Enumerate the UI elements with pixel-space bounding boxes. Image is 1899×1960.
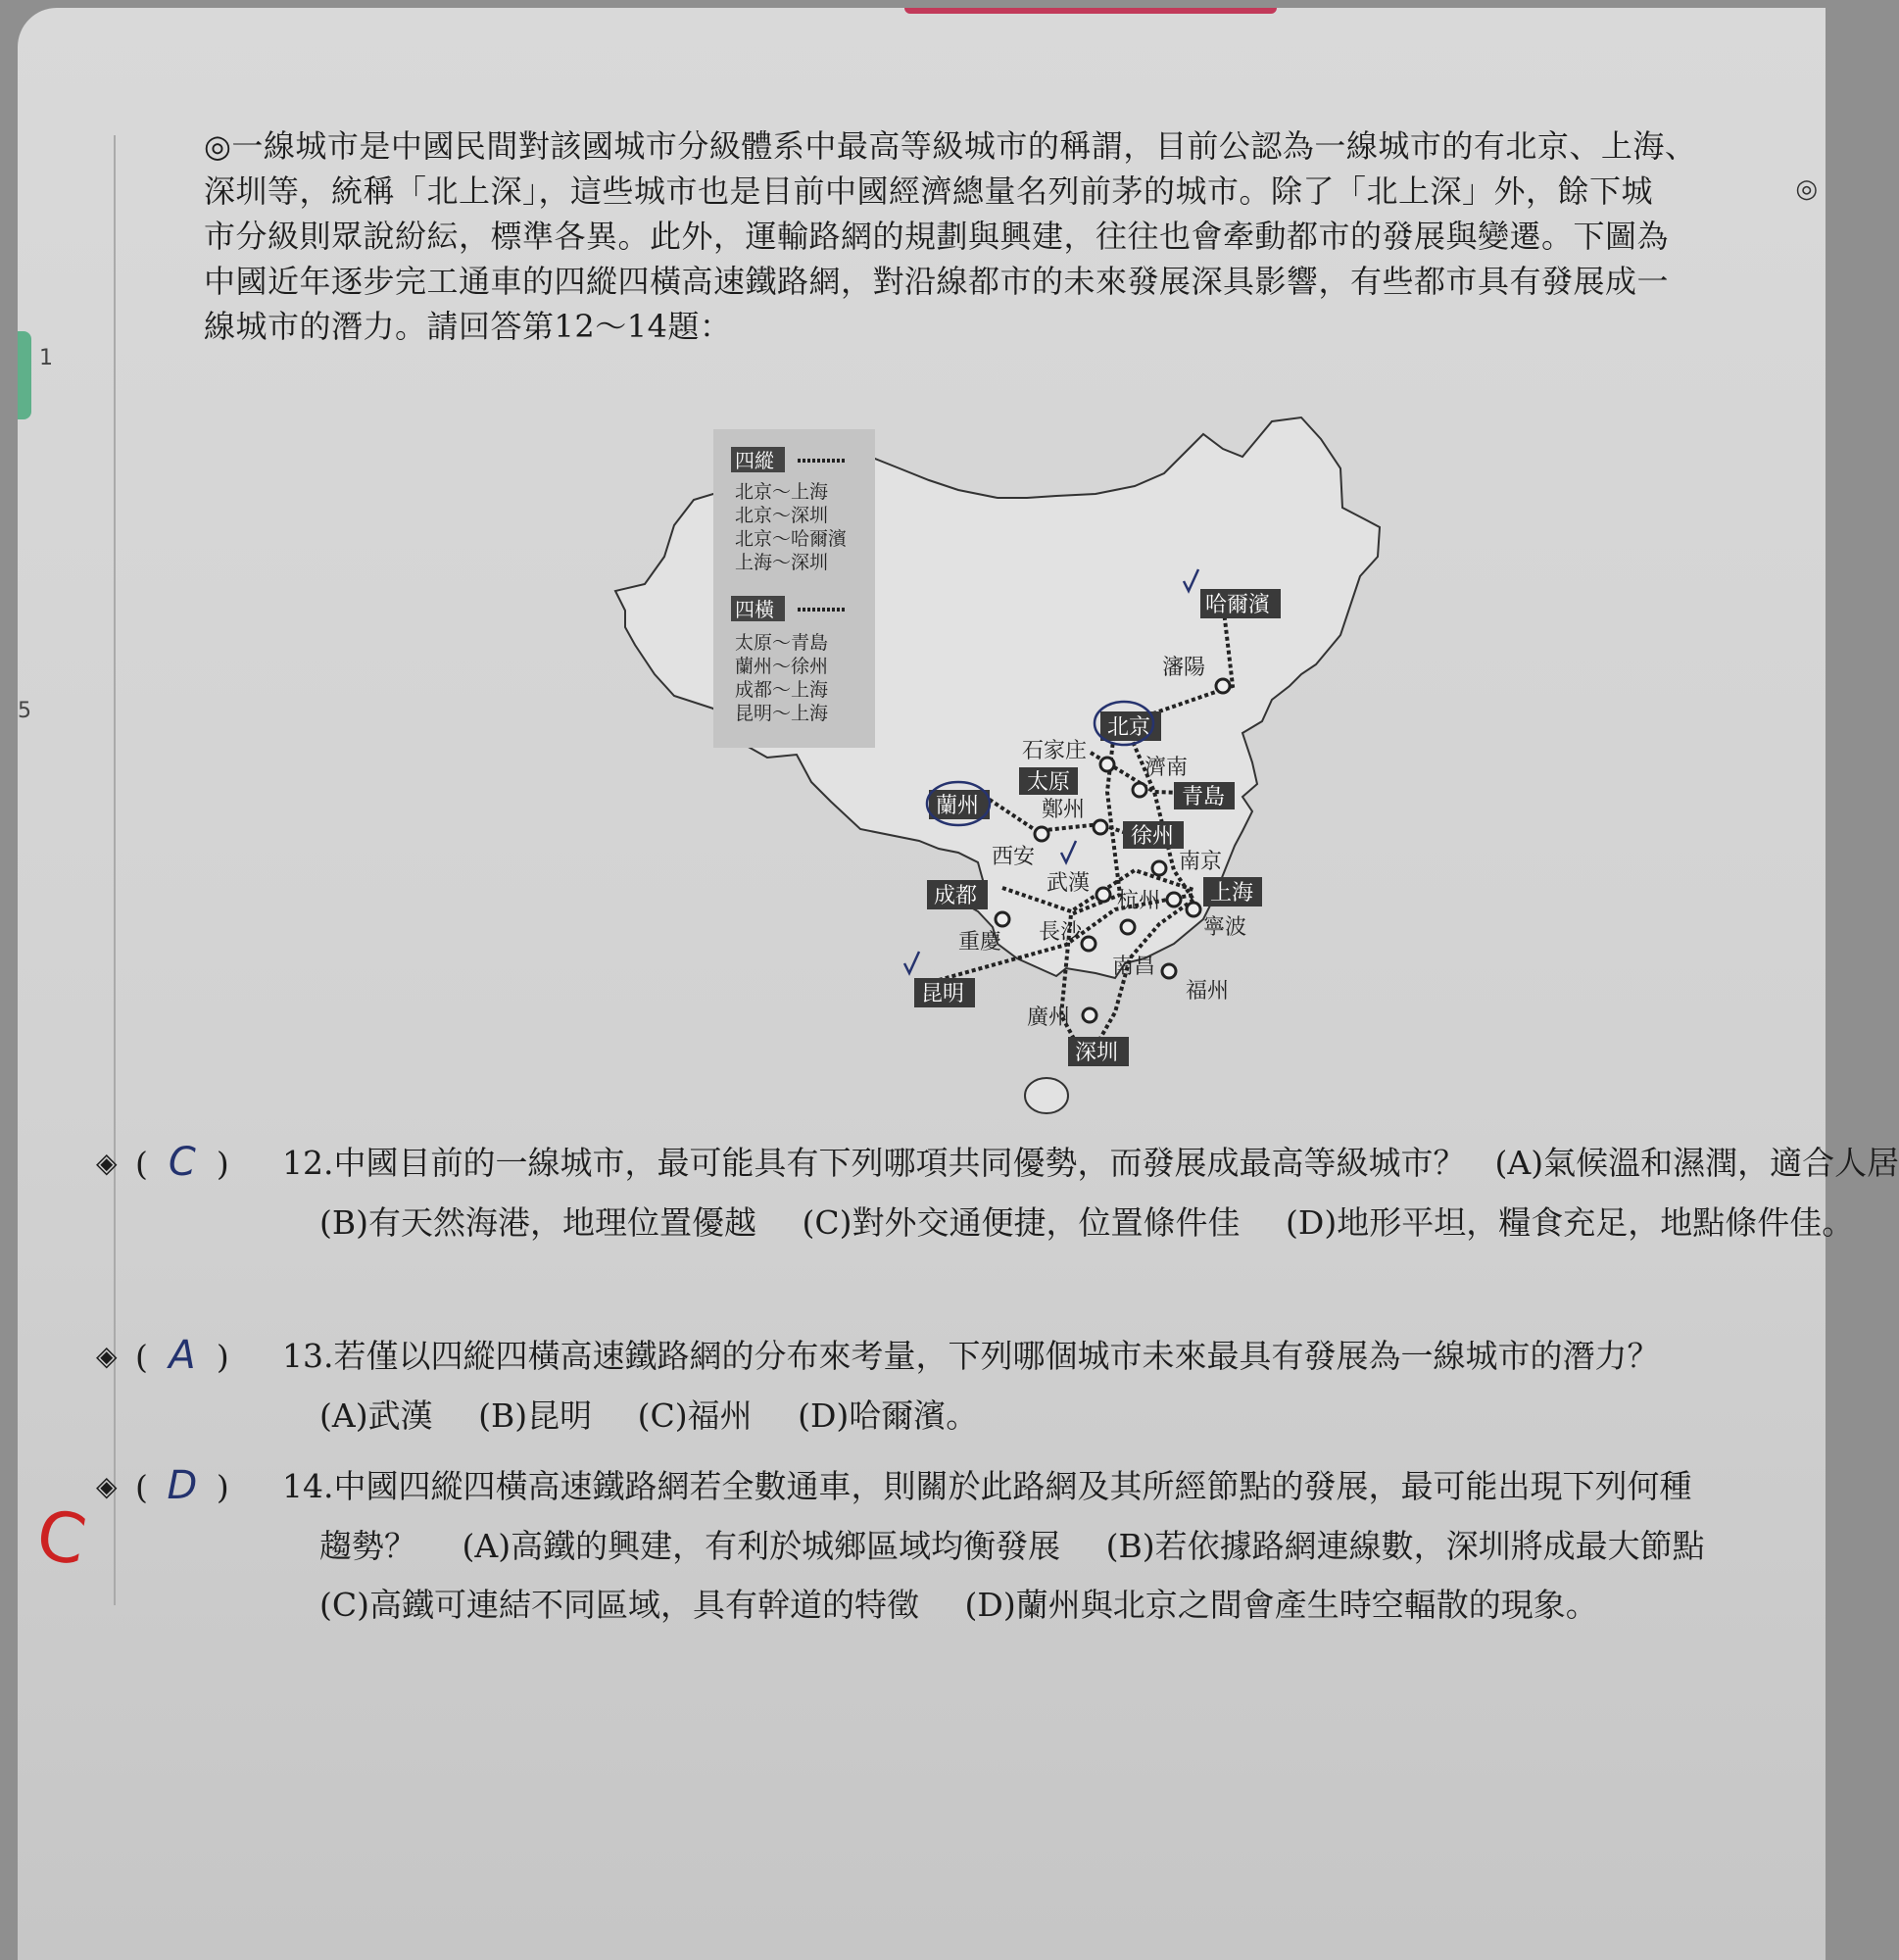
map-legend: [713, 429, 875, 748]
legend-heng-title: 四橫: [735, 598, 774, 621]
option-d: (D)哈爾濱。: [798, 1396, 979, 1435]
question-12: [96, 1133, 1899, 1252]
handwritten-answer: D: [167, 1463, 198, 1508]
question-13: [96, 1326, 1659, 1446]
question-stem: 若僅以四縱四橫高速鐵路網的分布來考量，下列哪個城市未來最具有發展為一線城市的潛力？: [333, 1337, 1660, 1375]
city-label-lanzhou: 蘭州: [936, 794, 980, 818]
intro-passage: [204, 123, 1732, 349]
intro-line: 深圳等，統稱「北上深」，這些城市也是目前中國經濟總量名列前茅的城市。除了「北上深」外，餘下城: [204, 172, 1654, 210]
question-stem: 中國目前的一線城市，最可能具有下列哪項共同優勢，而發展成最高等級城市？: [333, 1144, 1466, 1182]
city-label-hangzhou: 杭州: [1117, 889, 1161, 913]
option-b: (B)昆明: [478, 1396, 593, 1435]
city-label-shenyang: 瀋陽: [1162, 656, 1206, 680]
margin-line-number: 1: [39, 346, 53, 370]
answer-blank[interactable]: ( C ): [135, 1133, 282, 1194]
city-label-nanjing: 南京: [1179, 850, 1223, 874]
city-label-taiyuan: 太原: [1027, 770, 1071, 795]
legend-item: 北京～上海: [735, 481, 829, 503]
option-d: (D)蘭州與北京之間會產生時空輻散的現象。: [964, 1586, 1598, 1624]
intro-line: ◎一線城市是中國民間對該國城市分級體系中最高等級城市的稱謂，目前公認為一線城市的有北京、上海、: [204, 127, 1697, 165]
intro-line: 線城市的潛力。請回答第12～14題：: [204, 308, 732, 345]
legend-item: 昆明～上海: [735, 703, 829, 724]
page-tab: [904, 8, 1277, 14]
next-page-symbol: ◎: [1795, 174, 1818, 204]
legend-zong-title: 四縱: [735, 449, 774, 472]
margin-line-number: 5: [18, 699, 31, 723]
city-label-guangzhou: 廣州: [1027, 1005, 1071, 1030]
city-label-zhengzhou: 鄭州: [1042, 798, 1086, 822]
city-label-qingdao: 青島: [1182, 785, 1226, 809]
city-label-fuzhou: 福州: [1186, 979, 1230, 1004]
handwritten-red-mark: C: [30, 1494, 92, 1582]
page-edge-tab: [18, 331, 31, 419]
city-label-kunming: 昆明: [921, 982, 965, 1006]
city-label-chongqing: 重慶: [958, 930, 1002, 955]
option-a: (A)氣候溫和濕潤，適合人居: [1494, 1144, 1899, 1182]
city-label-jinan: 濟南: [1144, 756, 1189, 780]
city-label-nanchang: 南昌: [1112, 955, 1156, 979]
intro-line: 市分級則眾說紛紜，標準各異。此外，運輸路網的規劃與興建，往往也會牽動都市的發展與變遷。下圖為: [204, 218, 1670, 255]
city-label-changsha: 長沙: [1039, 920, 1083, 945]
handwritten-answer: C: [168, 1140, 196, 1185]
question-14: [96, 1456, 1740, 1635]
option-a: (A)武漢: [319, 1396, 433, 1435]
city-label-xian: 西安: [992, 845, 1036, 869]
question-number: 12.: [282, 1144, 334, 1182]
intro-line: 中國近年逐步完工通車的四縱四橫高速鐵路網，對沿線都市的未來發展深具影響，有些都市具有發展成一: [204, 263, 1670, 300]
question-stem: 中國四縱四橫高速鐵路網若全數通車，則關於此路網及其所經節點的發展，最可能出現下列何種: [333, 1467, 1692, 1505]
question-number: 13.: [282, 1337, 334, 1375]
option-c: (C)高鐵可連結不同區域，具有幹道的特徵: [319, 1586, 919, 1624]
city-label-harbin: 哈爾濱: [1205, 593, 1271, 617]
option-a: (A)高鐵的興建，有利於城鄉區域均衡發展: [462, 1527, 1061, 1565]
legend-item: 北京～深圳: [735, 505, 829, 526]
hainan-island: [1025, 1078, 1068, 1113]
city-label-ningbo: 寧波: [1203, 915, 1247, 940]
city-label-shenzhen: 深圳: [1075, 1041, 1119, 1065]
city-label-shanghai: 上海: [1210, 881, 1254, 906]
legend-item: 北京～哈爾濱: [735, 528, 848, 550]
question-number: 14.: [282, 1467, 334, 1505]
railway-map: [508, 400, 1409, 1125]
question-stem-continued: 趨勢？: [319, 1527, 416, 1565]
question-mark-icon: ◈: [96, 1340, 118, 1372]
question-mark-icon: ◈: [96, 1470, 118, 1502]
legend-item: 蘭州～徐州: [735, 656, 829, 677]
legend-item: 上海～深圳: [735, 552, 829, 573]
legend-item: 太原～青島: [735, 632, 829, 654]
city-label-shijiazhuang: 石家庄: [1022, 739, 1088, 763]
option-c: (C)福州: [637, 1396, 753, 1435]
option-b: (B)有天然海港，地理位置優越: [319, 1203, 756, 1242]
book-page: [18, 8, 1899, 1960]
answer-blank[interactable]: ( D ): [135, 1456, 282, 1517]
option-c: (C)對外交通便捷，位置條件佳: [802, 1203, 1241, 1242]
option-d: (D)地形平坦，糧食充足，地點條件佳。: [1286, 1203, 1855, 1242]
city-label-xuzhou: 徐州: [1131, 824, 1175, 849]
handwritten-answer: A: [169, 1333, 196, 1378]
city-label-wuhan: 武漢: [1047, 871, 1091, 896]
question-mark-icon: ◈: [96, 1147, 118, 1179]
city-label-beijing: 北京: [1107, 715, 1151, 740]
city-label-chengdu: 成都: [934, 884, 978, 908]
legend-item: 成都～上海: [735, 679, 829, 701]
answer-blank[interactable]: ( A ): [135, 1326, 282, 1387]
option-b: (B)若依據路網連線數，深圳將成最大節點: [1105, 1527, 1705, 1565]
